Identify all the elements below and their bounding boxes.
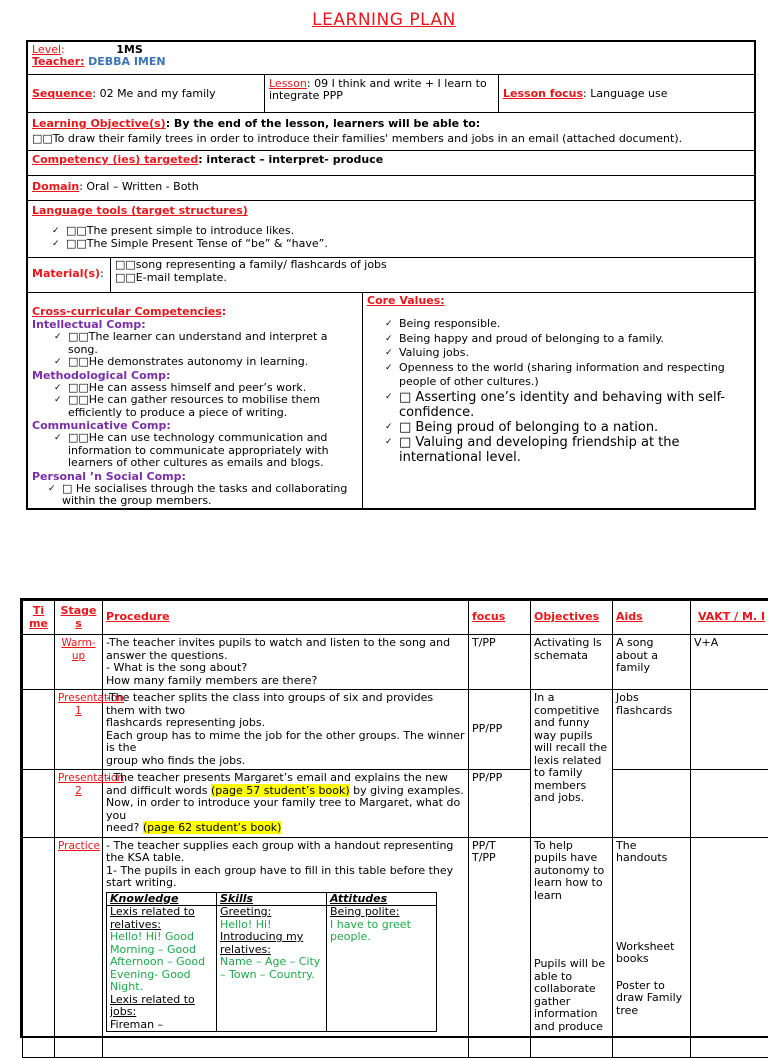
stage-cell: Presentation 2 (55, 770, 103, 838)
lesson-procedure-table (20, 598, 768, 1038)
vakt-cell: V+A (691, 635, 768, 690)
procedure-cell: -The teacher splits the class into groups of six and provides them with two flashcards representing jobs. Each group has to mime the job for the other groups. The winner is the group who finds the jobs. (103, 690, 469, 770)
col-header-objectives: Objectives (531, 601, 613, 635)
objectives-cell: In a competitive and funny way pupils will recall the lexis related to family members and jobs. (531, 690, 613, 838)
communicative-list (54, 432, 358, 470)
procedure-cell: - The teacher presents Margaret’s email and explains the new and difficult words (page 57 student’s book) by giving examples. Now, in order to introduce your family tree to Margaret, what do you need? (page 62 student’s book) (103, 770, 469, 838)
procedure-cell: - The teacher supplies each group with a handout representing the KSA table. 1- The pupils in each group have to fill in this table before they start writing. Knowledge Skills Attitudes Lexis related to relatives: Hello! Hi! Good Morning – Good Afternoon – Good Evening- Good Night. Lexis related to jobs: Fireman – Greeting: Hello! Hi! Introducing my relatives: Name – Age – City – Town – Country. Being polite: I have to greet people. (103, 837, 469, 1057)
core-values-large-list (385, 390, 750, 465)
table-row (23, 770, 768, 838)
ksa-skills-cell: Greeting: Hello! Hi! Introducing my relatives: Name – Age – City – Town – Country. (217, 906, 327, 1032)
table-row (23, 690, 768, 770)
teacher-name: DEBBA IMEN (88, 55, 166, 68)
materials-row: Material(s): □□song representing a family/ flashcards of jobs □□E-mail template. (28, 258, 754, 293)
methodological-list (54, 382, 358, 420)
stage-cell: Presentation 1 (55, 690, 103, 770)
materials-label: Material(s) (32, 267, 100, 280)
methodological-label: Methodological Comp (32, 369, 166, 382)
lesson-value: : 09 I think and write + I learn to integrate PPP (269, 77, 487, 102)
list-item: ✓ Valuing jobs. (385, 346, 750, 361)
box-glyph: □□ (32, 132, 53, 145)
list-item: ✓ Being happy and proud of belonging to a family. (385, 332, 750, 347)
objective-row (28, 113, 754, 151)
col-header-time: Ti me (23, 601, 55, 635)
list-item: ✓ □□He can assess himself and peer’s work. (54, 382, 358, 395)
aids-cell: The handouts Worksheet books Poster to draw Family tree (613, 837, 691, 1057)
list-item: ✓ □ Being proud of belonging to a nation. (385, 420, 750, 435)
cross-curricular-cell: Cross-curricular Competencies: Intellectual Comp: ✓ □□The learner can understand and interpret a song. ✓ □□He demonstrates autonomy in learning. Methodological Comp: ✓ □□He can assess himself and peer’s work. ✓ □□He can gather resources to mobilise them efficiently to produce a piece of writing. Communicative Comp: ✓ □□He can use technology communication and information to communicate appropriately with learners of other cultures as emails and blogs. Personal ’n Social Comp: ✓ □ He socialises through the tasks and collaborating within the group members. (28, 293, 362, 508)
aids-cell (613, 770, 691, 838)
list-item: ✓ □ Asserting one’s identity and behaving with self-confidence. (385, 390, 750, 420)
page-reference: (page 57 student’s book) (211, 784, 350, 797)
focus-cell: PP/PP (469, 770, 531, 838)
list-item: ✓ □□He demonstrates autonomy in learning. (54, 356, 358, 369)
ksa-header-knowledge: Knowledge (107, 892, 217, 906)
vakt-cell (691, 690, 768, 770)
list-item: ✓ □□The present simple to introduce likes. (52, 225, 750, 238)
list-item: □□E-mail template. (115, 272, 750, 285)
page-reference: (page 62 student’s book) (143, 821, 282, 834)
objectives-cell: To help pupils have autonomy to learn how to learn Pupils will be able to collaborate gather information and produce (531, 837, 613, 1057)
table-row (23, 635, 768, 690)
language-tools-list (52, 225, 750, 250)
core-values-list (385, 317, 750, 390)
procedure-cell: -The teacher invites pupils to watch and listen to the song and answer the questions. - What is the song about? How many family members are there? (103, 635, 469, 690)
competency-row (28, 151, 754, 176)
sequence-value: : 02 Me and my family (92, 87, 215, 100)
domain-label: Domain (32, 180, 79, 193)
list-item: ✓ □□He can use technology communication and information to communicate appropriately with learners of other cultures as emails and blogs. (54, 432, 358, 470)
ksa-header-skills: Skills (217, 892, 327, 906)
sequence-label: Sequence (32, 87, 92, 100)
competency-value: : interact – interpret- produce (198, 153, 383, 166)
col-header-focus: focus (469, 601, 531, 635)
focus-cell: PP/PP (469, 690, 531, 770)
col-header-aids: Aids (613, 601, 691, 635)
domain-value: : Oral – Written - Both (79, 180, 199, 193)
language-tools-row (28, 201, 754, 258)
lesson-focus-label: Lesson focus (503, 87, 583, 100)
language-tools-label: Language tools (target structures) (32, 204, 750, 217)
col-header-stages: Stage s (55, 601, 103, 635)
domain-row (28, 176, 754, 201)
focus-cell: T/PP (469, 635, 531, 690)
intellectual-list (54, 331, 358, 369)
vakt-cell (691, 837, 768, 1057)
list-item: ✓ Being responsible. (385, 317, 750, 332)
list-item: ✓ □□The Simple Present Tense of “be” & “have”. (52, 238, 750, 251)
personal-social-list (48, 483, 358, 508)
list-item: ✓ □ He socialises through the tasks and collaborating within the group members. (48, 483, 358, 508)
lesson-focus-value: : Language use (583, 87, 667, 100)
page-title: LEARNING PLAN (0, 10, 768, 30)
cross-curricular-heading: Cross-curricular Competencies (32, 305, 222, 318)
vakt-cell (691, 770, 768, 838)
personal-social-label: Personal ’n Social Comp (32, 470, 182, 483)
ksa-attitudes-cell: Being polite: I have to greet people. (327, 906, 437, 1032)
ksa-table (106, 892, 437, 1033)
objective-text: To draw their family trees in order to introduce their families' members and jobs in an email (attached document). (53, 132, 682, 145)
level-label: Level (32, 43, 61, 56)
objective-label: Learning Objective(s) (32, 117, 166, 130)
teacher-label: Teacher: (32, 55, 85, 68)
list-item: ✓ Openness to the world (sharing information and respecting people of other cultures.) (385, 361, 750, 390)
list-item: ✓ □□He can gather resources to mobilise them efficiently to produce a piece of writing. (54, 394, 358, 419)
stage-cell: Warm-up (55, 635, 103, 690)
core-values-heading: Core Values: (367, 294, 750, 307)
aids-cell: Jobs flashcards (613, 690, 691, 770)
core-values-cell (362, 293, 754, 508)
ksa-header-attitudes: Attitudes (327, 892, 437, 906)
objective-heading: : By the end of the lesson, learners will be able to: (166, 117, 480, 130)
intellectual-label: Intellectual Comp (32, 318, 141, 331)
objectives-cell: Activating ls schemata (531, 635, 613, 690)
list-item: ✓ □ Valuing and developing friendship at the international level. (385, 435, 750, 465)
competencies-values-row (28, 293, 754, 508)
list-item: ✓ □□The learner can understand and interpret a song. (54, 331, 358, 356)
communicative-label: Communicative Comp (32, 419, 166, 432)
level-teacher-row: Level: 1MS Teacher: DEBBA IMEN (28, 42, 754, 75)
table-header-row (23, 601, 768, 635)
ksa-knowledge-cell: Lexis related to relatives: Hello! Hi! Good Morning – Good Afternoon – Good Evening- Good Night. Lexis related to jobs: Fireman – (107, 906, 217, 1032)
learning-plan-table (26, 40, 756, 510)
level-value: 1MS (116, 43, 143, 56)
focus-cell: PP/T T/PP (469, 837, 531, 1057)
col-header-procedure: Procedure (103, 601, 469, 635)
competency-label: Competency (ies) targeted (32, 153, 198, 166)
col-header-vakt: VAKT / M. I (691, 601, 768, 635)
table-row (23, 837, 768, 1057)
lesson-label: Lesson (269, 77, 307, 90)
sequence-row (28, 75, 754, 113)
list-item: □□song representing a family/ flashcards of jobs (115, 259, 750, 272)
stage-cell: Practice (55, 837, 103, 1057)
aids-cell: A song about a family (613, 635, 691, 690)
